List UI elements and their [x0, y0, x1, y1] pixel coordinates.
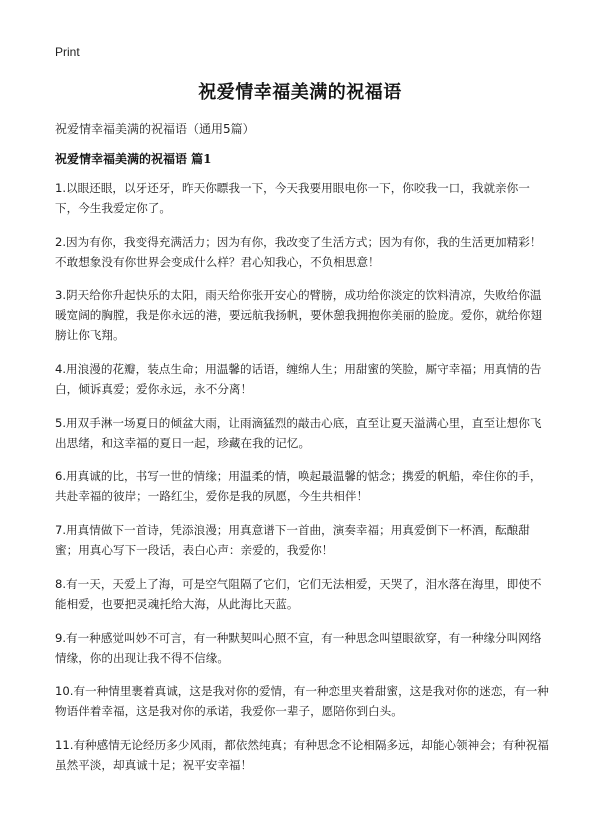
document-title: 祝爱情幸福美满的祝福语 [198, 82, 402, 103]
paragraph-list [55, 178, 550, 789]
paragraph-10: 10.有一种情里裹着真诚，这是我对你的爱情，有一种恋里夹着甜蜜，这是我对你的迷恋，有一种物语伴着幸福，这是我对你的承诺，我爱你一辈子，愿陪你到白头。 [55, 684, 549, 719]
section-heading: 祝爱情幸福美满的祝福语 篇1 [55, 152, 212, 166]
paragraph-7: 7.用真情做下一首诗，凭添浪漫；用真意谱下一首曲，演奏幸福；用真爱倒下一杯酒，酝酿甜蜜；用真心写下一段话，表白心声：亲爱的，我爱你！ [55, 523, 530, 558]
paragraph-3: 3.阴天给你升起快乐的太阳，雨天给你张开安心的臂膀，成功给你淡定的饮料清凉，失败给你温暖宽阔的胸膛，我是你永远的港，要远航我扬帆，要休憩我拥抱你美丽的脸庞。爱你，就给你翅膀让你飞翔。 [55, 288, 542, 343]
paragraph-11: 11.有种感情无论经历多少风雨，都依然纯真；有种思念不论相隔多远，却能心领神会；有种祝福虽然平淡，却真诚十足；祝平安幸福！ [55, 737, 549, 772]
paragraph-8: 8.有一天，天爱上了海，可是空气阻隔了它们，它们无法相爱，天哭了，泪水落在海里，即使不能相爱，也要把灵魂托给大海，从此海比天蓝。 [55, 576, 542, 611]
paragraph-6: 6.用真诚的比，书写一世的情缘；用温柔的情，唤起最温馨的惦念；携爱的帆船，牵住你的手，共赴幸福的彼岸；一路红尘，爱你是我的夙愿，今生共相伴！ [55, 469, 542, 504]
paragraph-4: 4.用浪漫的花瓣，装点生命；用温馨的话语，缠绵人生；用甜蜜的笑脸，厮守幸福；用真情的告白，倾诉真爱；爱你永远，永不分离！ [55, 362, 542, 397]
paragraph-1: 1.以眼还眼，以牙还牙，昨天你瞟我一下，今天我要用眼电你一下，你咬我一口，我就亲你一下，今生我爱定你了。 [55, 181, 530, 215]
paragraph-9: 9.有一种感觉叫妙不可言，有一种默契叫心照不宣，有一种思念叫望眼欲穿，有一种缘分叫网络情缘，你的出现让我不得不信缘。 [55, 630, 542, 665]
paragraph-2: 2.因为有你，我变得充满活力；因为有你，我改变了生活方式；因为有你，我的生活更加精彩！不敢想象没有你世界会变成什么样？君心知我心，不负相思意！ [55, 234, 542, 269]
paragraph-5: 5.用双手淋一场夏日的倾盆大雨，让雨滴猛烈的敲击心底，直至让夏天溢满心里，直至让想你飞出思绪，和这幸福的夏日一起，珍藏在我的记忆。 [55, 415, 542, 450]
document-subtitle: 祝爱情幸福美满的祝福语（通用5篇） [55, 122, 255, 136]
print-label[interactable]: Print [55, 45, 80, 59]
